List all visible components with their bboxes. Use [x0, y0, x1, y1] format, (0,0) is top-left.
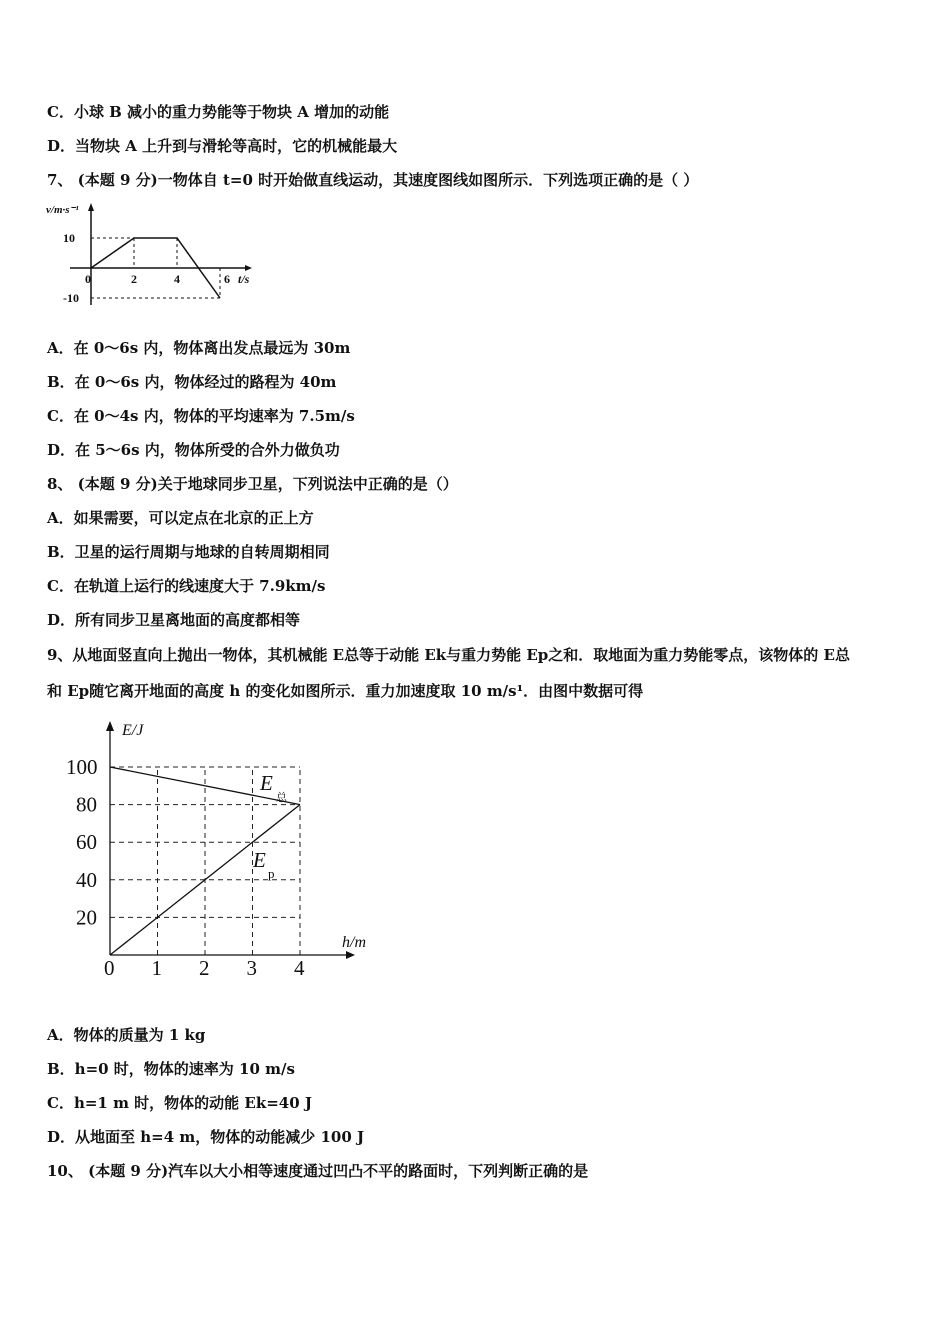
x-axis-arrow [346, 951, 355, 959]
option-9d: D．从地面至 h=4 m，物体的动能减少 100 J [47, 1128, 365, 1146]
option-7a: A．在 0～6s 内，物体离出发点最远为 30m [47, 339, 351, 357]
y-axis-label: v/m·s⁻¹ [46, 204, 79, 216]
option-7d: D．在 5～6s 内，物体所受的合外力做负功 [47, 441, 340, 459]
y-axis-arrow [88, 203, 94, 211]
x-tick-label: 2 [199, 956, 210, 980]
question-8: 8、 (本题 9 分)关于地球同步卫星，下列说法中正确的是（） [47, 475, 458, 493]
x-tick-label: 6 [224, 272, 230, 286]
x-tick-label: 4 [294, 956, 305, 980]
question-9-line2: 和 Ep随它离开地面的高度 h 的变化如图所示．重力加速度取 10 m/s¹．由图中数据可得 [47, 682, 644, 700]
x-axis-arrow [245, 265, 252, 271]
y-tick-label: 60 [76, 830, 97, 855]
ep-sub: p [268, 866, 275, 881]
question-10: 10、 (本题 9 分)汽车以大小相等速度通过凹凸不平的路面时，下列判断正确的是 [47, 1162, 589, 1180]
x-tick-label: 4 [174, 272, 180, 286]
question-9-line1: 9、从地面竖直向上抛出一物体，其机械能 E总等于动能 Ek与重力势能 Ep之和．取地面为重力势能零点，该物体的 E总 [47, 646, 850, 664]
option-6d: D．当物块 A 上升到与滑轮等高时，它的机械能最大 [47, 137, 398, 155]
option-8a: A．如果需要，可以定点在北京的正上方 [47, 509, 314, 527]
x-tick-label: 0 [85, 272, 91, 286]
y-axis-label: E/J [122, 722, 144, 739]
option-8c: C．在轨道上运行的线速度大于 7.9km/s [47, 577, 326, 595]
velocity-time-graph [40, 195, 280, 310]
option-8b: B．卫星的运行周期与地球的自转周期相同 [47, 543, 330, 561]
y-tick-label: 100 [66, 755, 98, 779]
x-axis-label: h/m [342, 934, 366, 951]
option-9b: B．h=0 时，物体的速率为 10 m/s [47, 1060, 295, 1078]
y-axis-arrow [106, 721, 114, 731]
option-7b: B．在 0～6s 内，物体经过的路程为 40m [47, 373, 337, 391]
y-tick-label: 80 [76, 792, 97, 817]
etotal-sub: 总 [276, 792, 287, 804]
option-6c: C．小球 B 减小的重力势能等于物块 A 增加的动能 [47, 103, 390, 121]
x-tick-label: 3 [246, 956, 257, 980]
y-tick-label: 20 [76, 905, 97, 930]
x-tick-label: 0 [104, 956, 115, 980]
option-9c: C．h=1 m 时，物体的动能 Ek=40 J [47, 1094, 312, 1112]
x-axis-label: t/s [238, 272, 250, 286]
x-tick-label: 1 [151, 956, 162, 980]
x-tick-label: 2 [131, 272, 137, 286]
y-tick-label: 40 [76, 867, 97, 892]
option-7c: C．在 0～4s 内，物体的平均速率为 7.5m/s [47, 407, 355, 425]
y-tick-label: 10 [63, 231, 75, 245]
etotal-label: E [260, 771, 273, 795]
energy-height-graph [50, 715, 390, 990]
option-8d: D．所有同步卫星离地面的高度都相等 [47, 611, 301, 629]
y-tick-label: -10 [63, 291, 79, 305]
option-9a: A．物体的质量为 1 kg [47, 1026, 206, 1044]
question-7: 7、 (本题 9 分)一物体自 t=0 时开始做直线运动，其速度图线如图所示．下列选项正确的是（ ） [47, 171, 699, 189]
ep-label: E [253, 848, 266, 872]
